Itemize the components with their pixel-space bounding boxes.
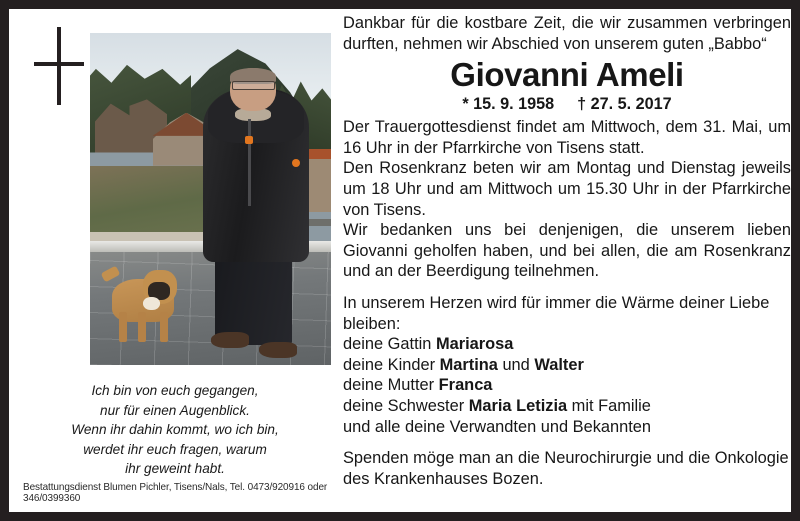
- photo-man-glasses: [232, 81, 275, 89]
- thanks-paragraph: Wir bedanken uns bei denjenigen, die unserem lieben Giovanni geholfen haben, und bei allen, die am Rosenkranz und an der Beerdigung teilnehmen.: [343, 221, 791, 281]
- family-list: [343, 334, 791, 437]
- photo-dog-chest: [143, 297, 160, 310]
- photo-jacket-zip: [248, 119, 251, 205]
- spacer: [343, 282, 791, 293]
- poem-line: nur für einen Augenblick.: [100, 402, 250, 418]
- family-row-mother: [343, 375, 791, 396]
- birth-date: 15. 9. 1958: [473, 95, 555, 114]
- birth-symbol: *: [462, 95, 469, 114]
- funeral-service-footer: Bestattungsdienst Blumen Pichler, Tisens/Nals, Tel. 0473/920916 oder 346/0399360: [23, 482, 328, 504]
- poem-line: Ich bin von euch gegangen,: [91, 383, 259, 398]
- family-prefix: deine Gattin: [343, 335, 436, 354]
- warmth-paragraph: In unserem Herzen wird für immer die Wärme deiner Liebe bleiben:: [343, 293, 770, 333]
- spacer: [343, 437, 791, 448]
- family-prefix: deine Mutter: [343, 376, 439, 395]
- poem-line: werdet ihr euch fragen, warum: [83, 441, 267, 457]
- cross-vertical-bar: [57, 27, 61, 105]
- right-column: [343, 9, 791, 512]
- rosary-paragraph: Den Rosenkranz beten wir am Montag und Dienstag jeweils um 18 Uhr und am Mittwoch um 15.30 Uhr in der Pfarrkirche von Tisens.: [343, 159, 791, 219]
- intro-paragraph: Dankbar für die kostbare Zeit, die wir zusammen verbringen durften, nehmen wir Abschied von unserem guten „Babbo“: [343, 14, 791, 53]
- family-name: Franca: [438, 376, 493, 395]
- relatives-line: und alle deine Verwandten und Bekannten: [343, 417, 652, 436]
- family-name: Mariarosa: [435, 335, 514, 354]
- family-row-sister: [343, 396, 791, 417]
- latin-cross-icon: [31, 27, 87, 105]
- deceased-name: Giovanni Ameli: [450, 56, 684, 94]
- family-conjunction: und: [497, 355, 535, 374]
- notice-inner: [9, 9, 791, 512]
- family-name: Maria Letizia: [468, 396, 568, 415]
- family-row-wife: [343, 334, 791, 355]
- poem-line: Wenn ihr dahin kommt, wo ich bin,: [71, 422, 279, 438]
- death-symbol: †: [577, 95, 587, 114]
- cross-horizontal-bar: [34, 62, 84, 66]
- family-prefix: deine Kinder: [343, 355, 440, 374]
- donations-paragraph: Spenden möge man an die Neurochirurgie und die Onkologie des Krankenhauses Bozen.: [343, 449, 789, 488]
- life-dates: [343, 94, 791, 114]
- photo-man-shoe: [259, 342, 298, 359]
- photo-dog-leg: [138, 312, 146, 342]
- memorial-photo: [90, 33, 331, 365]
- poem-line: ihr geweint habt.: [125, 461, 225, 477]
- family-name: Martina: [439, 355, 498, 374]
- family-row-children: [343, 355, 791, 376]
- photo-man-shoe: [211, 332, 250, 349]
- photo-jacket-zip-pull: [245, 136, 252, 144]
- left-column: [9, 9, 341, 512]
- photo-dog-leg: [119, 312, 127, 342]
- family-name: Walter: [534, 355, 584, 374]
- family-suffix: mit Familie: [567, 396, 651, 415]
- service-paragraph: Der Trauergottesdienst findet am Mittwoch, dem 31. Mai, um 16 Uhr in der Pfarrkirche von Tisens statt.: [343, 118, 791, 157]
- memorial-poem: [21, 381, 329, 479]
- photo-dog-leg: [160, 312, 168, 342]
- death-date: 27. 5. 2017: [590, 95, 672, 114]
- family-prefix: deine Schwester: [343, 396, 469, 415]
